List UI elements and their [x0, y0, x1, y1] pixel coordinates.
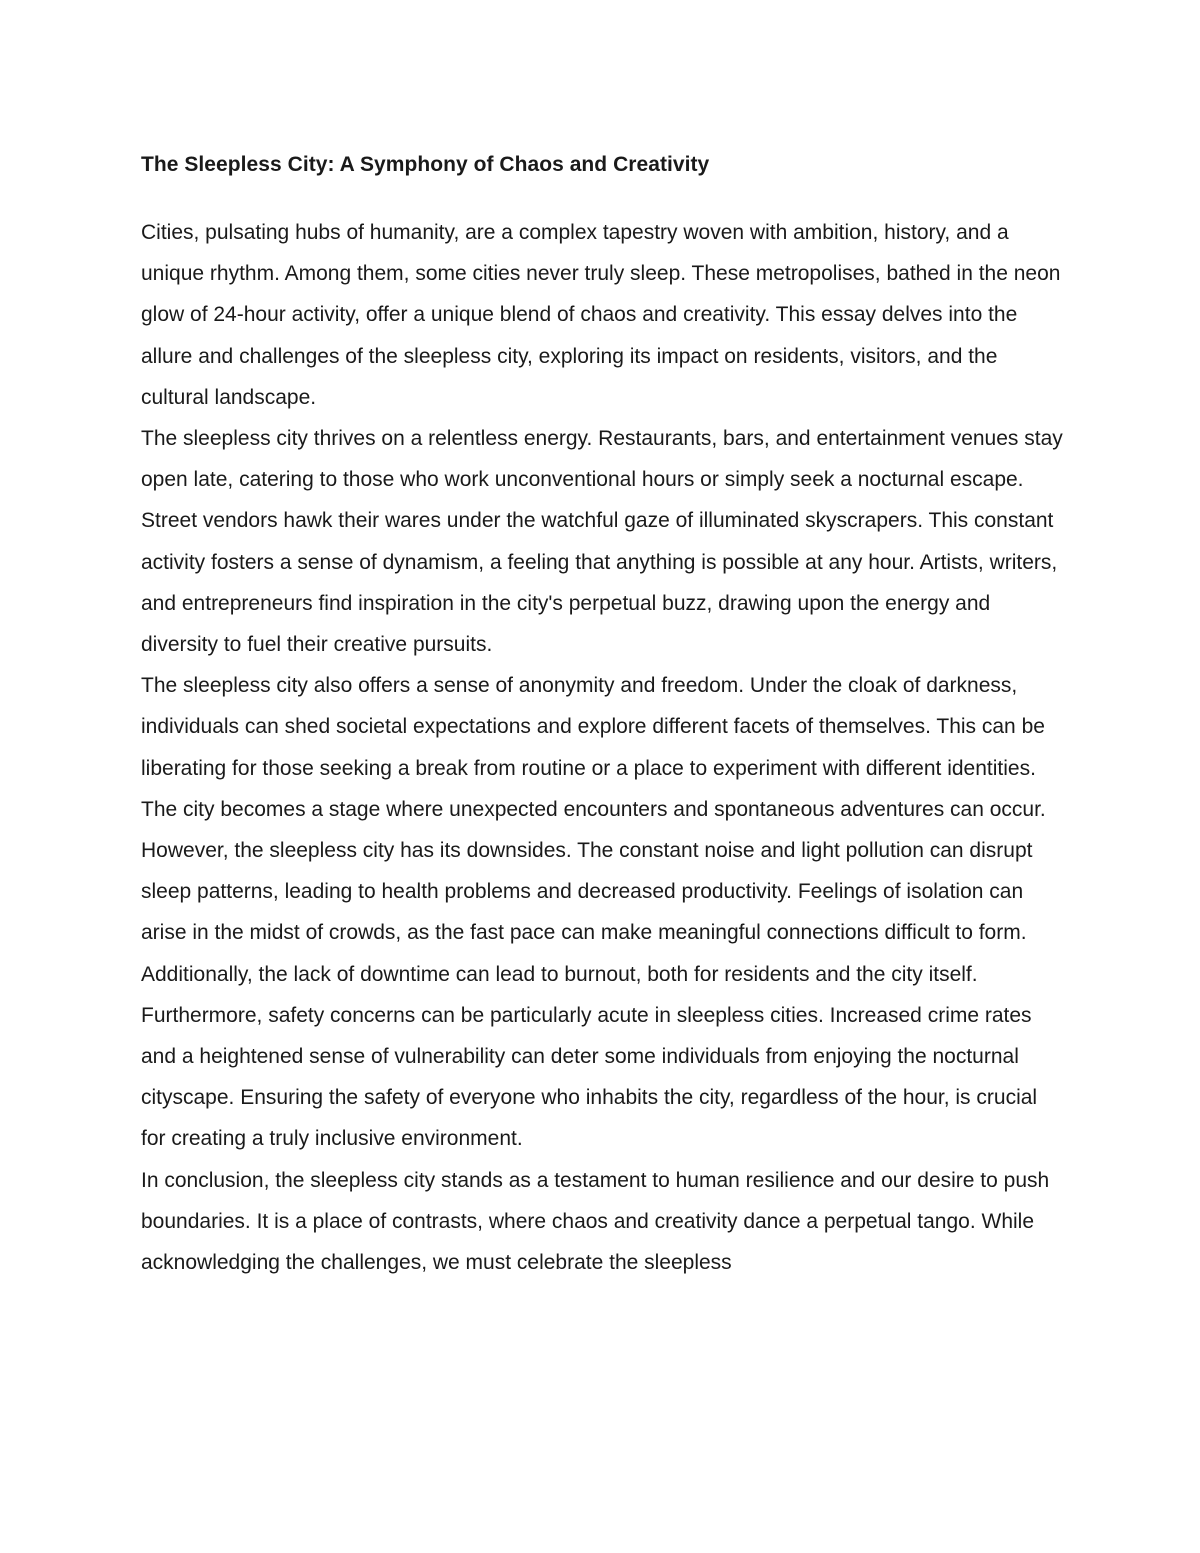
- paragraph-anonymity: The sleepless city also offers a sense of anonymity and freedom. Under the cloak of darkness, individuals can shed societal expectations and explore different facets of themselves. This can be liberating for those seeking a break from routine or a place to experiment with different identities. The city becomes a stage where unexpected encounters and spontaneous adventures can occur.: [141, 674, 1046, 821]
- document-content: [141, 148, 1066, 1283]
- paragraph-energy: The sleepless city thrives on a relentless energy. Restaurants, bars, and entertainment venues stay open late, catering to those who work unconventional hours or simply seek a nocturnal escape. Street vendors hawk their wares under the watchful gaze of illuminated skyscrapers. This constant activity fosters a sense of dynamism, a feeling that anything is possible at any hour. Artists, writers, and entrepreneurs find inspiration in the city's perpetual buzz, drawing upon the energy and diversity to fuel their creative pursuits.: [141, 427, 1063, 657]
- document-body: [141, 212, 1066, 1283]
- paragraph-introduction: Cities, pulsating hubs of humanity, are a complex tapestry woven with ambition, history, and a unique rhythm. Among them, some cities never truly sleep. These metropolises, bathed in the neon glow of 24-hour activity, offer a unique blend of chaos and creativity. This essay delves into the allure and challenges of the sleepless city, exploring its impact on residents, visitors, and the cultural landscape.: [141, 221, 1061, 409]
- paragraph-downsides: However, the sleepless city has its downsides. The constant noise and light pollution can disrupt sleep patterns, leading to health problems and decreased productivity. Feelings of isolation can arise in the midst of crowds, as the fast pace can make meaningful connections difficult to form. Additionally, the lack of downtime can lead to burnout, both for residents and the city itself.: [141, 839, 1033, 986]
- paragraph-conclusion: In conclusion, the sleepless city stands as a testament to human resilience and our desire to push boundaries. It is a place of contrasts, where chaos and creativity dance a perpetual tango. While acknowledging the challenges, we must celebrate the sleepless: [141, 1168, 1050, 1275]
- document-title: The Sleepless City: A Symphony of Chaos and Creativity: [141, 153, 710, 176]
- paragraph-safety: Furthermore, safety concerns can be particularly acute in sleepless cities. Increased crime rates and a heightened sense of vulnerability can deter some individuals from enjoying the nocturnal cityscape. Ensuring the safety of everyone who inhabits the city, regardless of the hour, is crucial for creating a truly inclusive environment.: [141, 1003, 1038, 1151]
